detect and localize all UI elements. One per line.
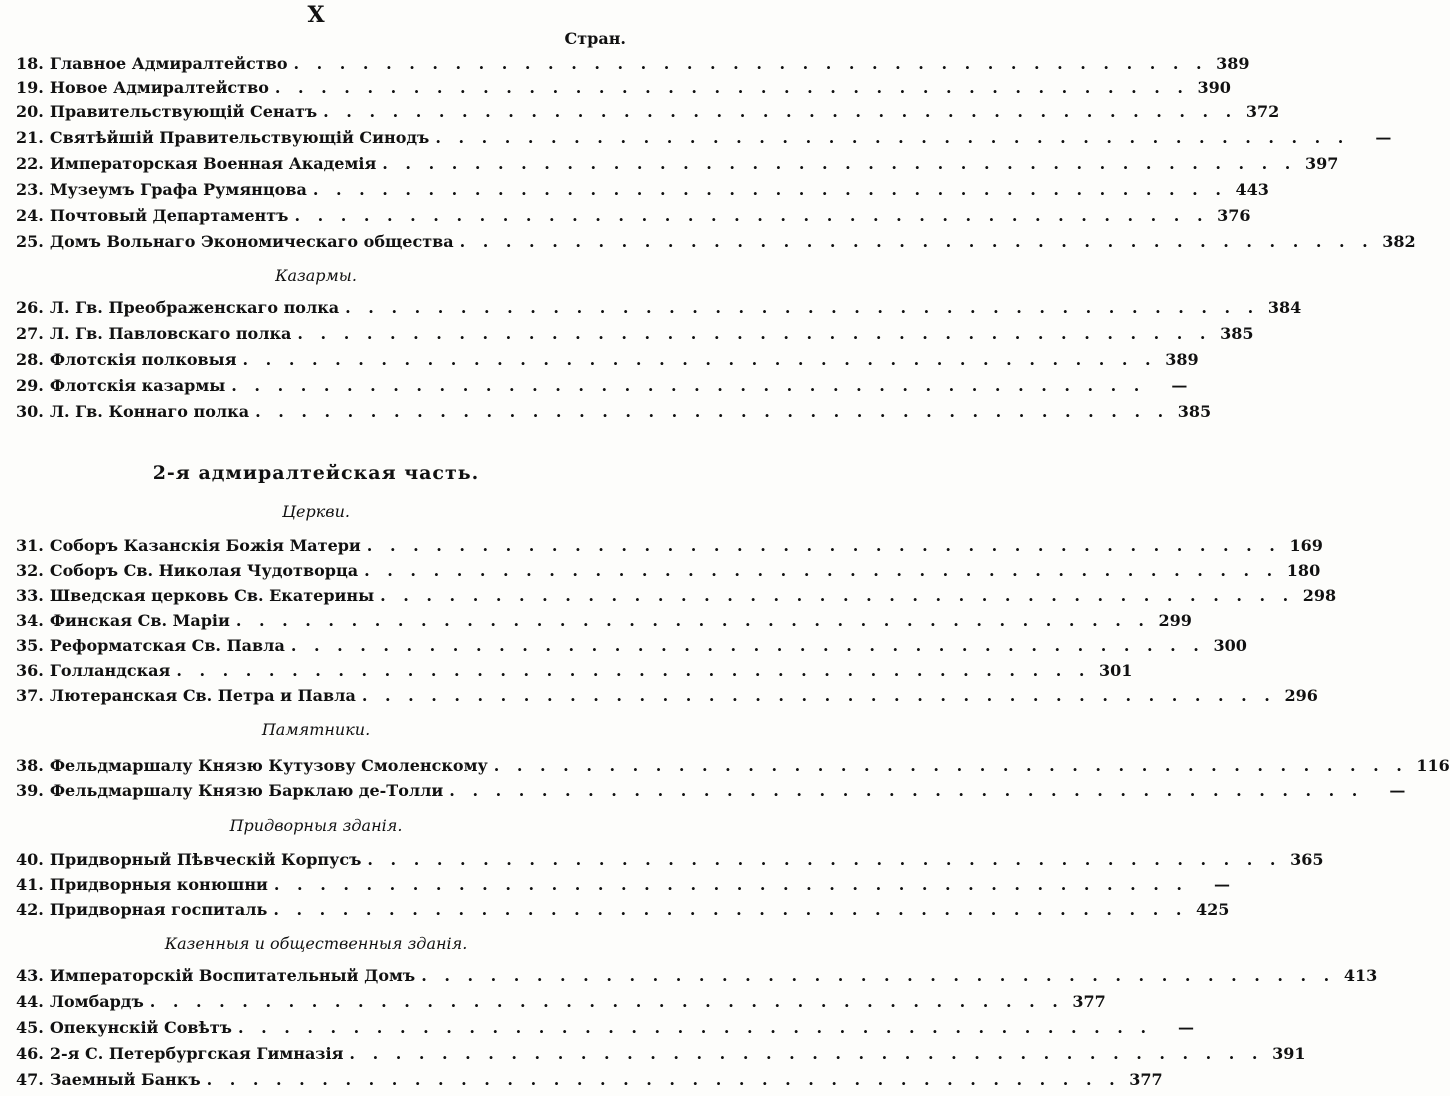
toc-row [16,322,1254,346]
dot-leader [323,100,1237,124]
entry-number: 21. [16,128,44,147]
dot-leader [362,684,1276,708]
dot-leader [274,873,1188,897]
dot-leader [207,1068,1121,1092]
section-heading: Казенныя и общественныя зданія. [164,934,468,953]
entry-number: 47. [16,1070,44,1089]
toc-row [16,400,1212,424]
section-heading: Придворныя зданія. [229,816,403,835]
entry-number: 37. [16,686,44,705]
entry-page: 377 [1129,1070,1163,1089]
entry-page: — [1389,781,1406,800]
dot-leader [297,322,1211,346]
dot-leader [421,964,1335,988]
entry-number: 23. [16,180,44,199]
entry-page: 389 [1165,350,1199,369]
toc-row [16,76,1231,100]
toc-row [16,52,1250,76]
toc-row [16,204,1251,228]
toc-row [16,1042,1306,1066]
dot-leader [380,584,1294,608]
entry-page: 382 [1382,232,1416,251]
entry-title: Флотскія казармы [49,376,226,395]
entry-page: 389 [1216,54,1250,73]
section-heading: Памятники. [261,720,371,739]
entry-page: 391 [1272,1044,1306,1063]
entry-number: 45. [16,1018,44,1037]
toc-row [16,848,1324,872]
entry-page: 301 [1099,661,1133,680]
toc-row [16,559,1321,583]
entry-page: 180 [1286,561,1321,580]
entry-title: Л. Гв. Преображенскаго полка [49,298,340,317]
toc-row [16,684,1318,708]
entry-number: 34. [16,611,44,630]
entry-title: Фельдмаршалу Князю Барклаю де-Толли [49,781,444,800]
entry-number: 40. [16,850,44,869]
entry-title: Домъ Вольнаго Экономическаго общества [49,232,454,251]
dot-leader [460,230,1374,254]
entry-title: Соборъ Казанскія Божія Матери [49,536,361,555]
entry-number: 18. [16,54,44,73]
page-number: X [307,2,325,28]
entry-page: 413 [1343,966,1378,985]
entry-title: Л. Гв. Павловскаго полка [49,324,292,343]
entry-title: Ломбардъ [49,992,144,1011]
toc-row [16,964,1378,988]
entry-title: Главное Адмиралтейство [49,54,288,73]
entry-title: Придворный Пѣвческій Корпусъ [49,850,362,869]
entry-page: 385 [1220,324,1254,343]
entry-page: — [1375,128,1392,147]
dot-leader [313,178,1227,202]
entry-number: 25. [16,232,44,251]
entry-title: Флотскія полковыя [49,350,237,369]
entry-title: Императорскій Воспитательный Домъ [49,966,416,985]
dot-leader [236,609,1150,633]
entry-page: — [1178,1018,1195,1037]
entry-number: 29. [16,376,44,395]
entry-number: 30. [16,402,44,421]
entry-title: Придворныя конюшни [49,875,268,894]
toc-row [16,609,1192,633]
toc-row [16,873,1230,897]
dot-leader [275,76,1189,100]
entry-number: 26. [16,298,44,317]
entry-page: 169 [1289,536,1323,555]
section-heading: Церкви. [282,502,350,521]
part-title: 2-я адмиралтейская часть. [152,462,480,484]
entry-number: 38. [16,756,44,775]
toc-row [16,898,1230,922]
entry-page: 299 [1158,611,1192,630]
dot-leader [176,659,1090,683]
entry-title: Заемный Банкъ [49,1070,201,1089]
entry-title: Почтовый Департаментъ [49,206,289,225]
entry-title: Финская Св. Маріи [49,611,230,630]
entry-title: Императорская Военная Академія [49,154,377,173]
toc-row [16,100,1280,124]
dot-leader [367,848,1281,872]
column-header: Стран. [564,29,626,48]
entry-title: Новое Адмиралтейство [49,78,269,97]
dot-leader [382,152,1296,176]
entry-title: Лютеранская Св. Петра и Павла [49,686,356,705]
dot-leader [349,1042,1263,1066]
entry-number: 46. [16,1044,44,1063]
dot-leader [367,534,1281,558]
dot-leader [291,634,1205,658]
dot-leader [345,296,1259,320]
toc-row [16,990,1106,1014]
dot-leader [238,1016,1152,1040]
entry-page: 443 [1235,180,1269,199]
entry-number: 43. [16,966,44,985]
entry-title: Опекунскій Совѣтъ [49,1018,232,1037]
entry-page: 116 [1416,756,1450,775]
toc-row [16,584,1337,608]
toc-row [16,1016,1195,1040]
entry-number: 33. [16,586,44,605]
dot-leader [231,374,1145,398]
section-heading: Казармы. [275,266,357,285]
entry-page: 298 [1302,586,1337,605]
entry-title: Голландская [49,661,171,680]
entry-title: Соборъ Св. Николая Чудотворца [49,561,359,580]
entry-number: 27. [16,324,44,343]
toc-row [16,230,1416,254]
entry-number: 42. [16,900,44,919]
dot-leader [494,754,1408,778]
entry-page: 390 [1197,78,1231,97]
toc-row [16,152,1339,176]
entry-page: 372 [1245,102,1280,121]
entry-page: 397 [1304,154,1339,173]
toc-row [16,1068,1163,1092]
entry-title: Реформатская Св. Павла [49,636,285,655]
dot-leader [243,348,1157,372]
entry-title: Правительствующій Сенатъ [49,102,318,121]
entry-page: 385 [1177,402,1212,421]
entry-page: 300 [1213,636,1247,655]
entry-number: 31. [16,536,44,555]
entry-page: 376 [1217,206,1251,225]
entry-number: 19. [16,78,44,97]
entry-page: 377 [1072,992,1106,1011]
entry-title: Музеумъ Графа Румянцова [49,180,307,199]
entry-page: 296 [1284,686,1318,705]
entry-page: 425 [1196,900,1230,919]
toc-row [16,296,1302,320]
entry-number: 41. [16,875,44,894]
entry-number: 32. [16,561,44,580]
entry-number: 39. [16,781,44,800]
entry-title: Придворная госпиталь [49,900,268,919]
toc-row [16,374,1188,398]
entry-page: — [1171,376,1188,395]
dot-leader [150,990,1064,1014]
dot-leader [435,126,1349,150]
dot-leader [294,52,1208,76]
entry-title: Л. Гв. Коннаго полка [49,402,250,421]
entry-page: 365 [1290,850,1324,869]
entry-number: 36. [16,661,44,680]
dot-leader [364,559,1278,583]
entry-title: Фельдмаршалу Князю Кутузову Смоленскому [49,756,488,775]
entry-title: 2-я С. Петербургская Гимназія [49,1044,344,1063]
dot-leader [294,204,1208,228]
toc-row [16,754,1450,778]
dot-leader [449,779,1363,803]
entry-number: 20. [16,102,44,121]
toc-row [16,779,1406,803]
toc-row [16,126,1392,150]
dot-leader [273,898,1187,922]
entry-number: 24. [16,206,44,225]
entry-title: Шведская церковь Св. Екатерины [49,586,375,605]
entry-number: 22. [16,154,44,173]
toc-row [16,348,1199,372]
entry-number: 35. [16,636,44,655]
entry-page: — [1213,875,1230,894]
dot-leader [255,400,1169,424]
entry-number: 28. [16,350,44,369]
entry-page: 384 [1267,298,1302,317]
entry-title: Святѣйшій Правительствующій Синодъ [49,128,430,147]
toc-row [16,634,1247,658]
toc-row [16,659,1133,683]
entry-number: 44. [16,992,44,1011]
toc-row [16,534,1323,558]
toc-row [16,178,1269,202]
